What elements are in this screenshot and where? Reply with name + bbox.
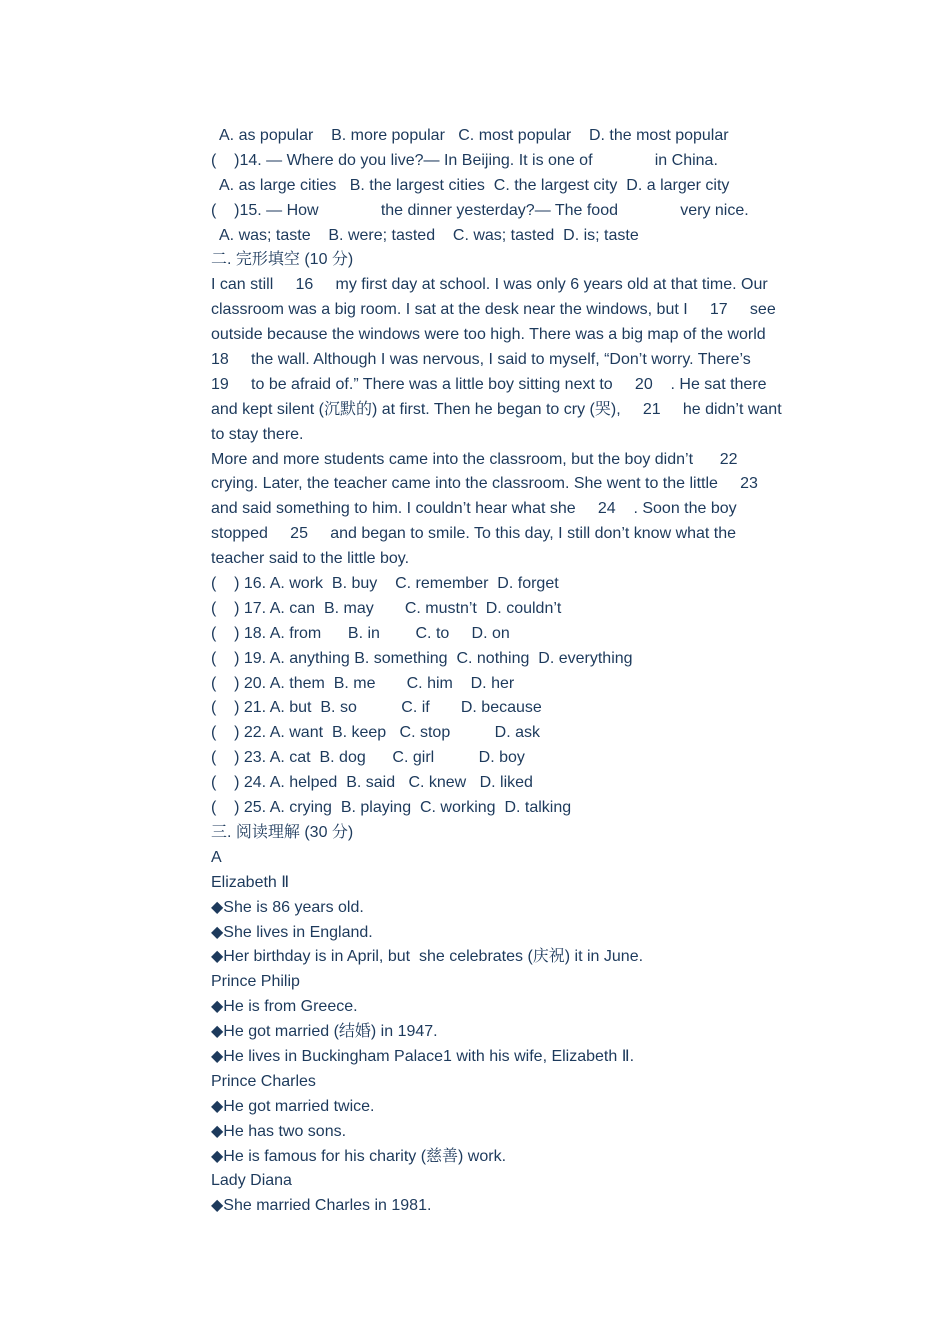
text-line: ( ) 17. A. can B. may C. mustn’t D. couldn’t <box>211 599 562 617</box>
text-line: classroom was a big room. I sat at the desk near the windows, but I 17 see <box>211 301 776 319</box>
text-line: ( ) 21. A. but B. so C. if D. because <box>211 699 542 717</box>
text-line: I can still 16 my first day at school. I was only 6 years old at that time. Our <box>211 276 768 294</box>
text-line: ( ) 23. A. cat B. dog C. girl D. boy <box>211 749 525 767</box>
text-line: ( ) 22. A. want B. keep C. stop D. ask <box>211 724 541 742</box>
text-line: ◆He has two sons. <box>211 1122 347 1140</box>
text-line: ( ) 25. A. crying B. playing C. working D. talking <box>211 799 572 817</box>
text-line: teacher said to the little boy. <box>211 550 410 568</box>
text-line: outside because the windows were too high. There was a big map of the world <box>211 326 766 344</box>
text-line: ◆He is famous for his charity (慈善) work. <box>211 1147 507 1165</box>
text-line: ◆He is from Greece. <box>211 998 358 1016</box>
text-line: Elizabeth Ⅱ <box>211 873 290 891</box>
text-line: ( ) 18. A. from B. in C. to D. on <box>211 624 510 642</box>
text-line: ( )14. — Where do you live?— In Beijing. It is one of in China. <box>211 151 718 169</box>
text-line: ◆He got married twice. <box>211 1097 375 1115</box>
text-line: 19 to be afraid of.” There was a little boy sitting next to 20 . He sat there <box>211 375 767 393</box>
text-line: 三. 阅读理解 (30 分) <box>211 823 354 841</box>
text-line: ◆She is 86 years old. <box>211 898 364 916</box>
document-body <box>211 124 821 1219</box>
text-line: crying. Later, the teacher came into the classroom. She went to the little 23 <box>211 475 758 493</box>
text-line: Lady Diana <box>211 1172 292 1190</box>
text-line: stopped 25 and began to smile. To this day, I still don’t know what the <box>211 525 737 543</box>
text-line: Prince Philip <box>211 973 300 991</box>
text-line: Prince Charles <box>211 1072 316 1090</box>
text-line: ◆She lives in England. <box>211 923 373 941</box>
text-line: and said something to him. I couldn’t hear what she 24 . Soon the boy <box>211 500 737 518</box>
text-line: ◆She married Charles in 1981. <box>211 1197 432 1215</box>
text-line: ◆Her birthday is in April, but she celebrates (庆祝) it in June. <box>211 948 644 966</box>
text-line: 二. 完形填空 (10 分) <box>211 251 354 269</box>
text-line: 18 the wall. Although I was nervous, I said to myself, “Don’t worry. There’s <box>211 351 751 369</box>
text-line: A. as large cities B. the largest cities C. the largest city D. a larger city <box>211 176 730 194</box>
text-line: A <box>211 848 222 866</box>
text-line: More and more students came into the classroom, but the boy didn’t 22 <box>211 450 738 468</box>
text-line: ( ) 20. A. them B. me C. him D. her <box>211 674 515 692</box>
text-line: A. as popular B. more popular C. most popular D. the most popular <box>211 127 729 144</box>
text-line: A. was; taste B. were; tasted C. was; tasted D. is; taste <box>211 226 639 244</box>
text-line: ( ) 19. A. anything B. something C. nothing D. everything <box>211 649 633 667</box>
text-line: ◆He lives in Buckingham Palace1 with his wife, Elizabeth Ⅱ. <box>211 1047 635 1065</box>
text-line: ( ) 24. A. helped B. said C. knew D. liked <box>211 774 533 792</box>
text-line: ◆He got married (结婚) in 1947. <box>211 1023 438 1041</box>
text-line: and kept silent (沉默的) at first. Then he began to cry (哭), 21 he didn’t want <box>211 400 782 418</box>
text-line: ( )15. — How the dinner yesterday?— The food very nice. <box>211 201 749 219</box>
text-line: to stay there. <box>211 425 304 443</box>
text-line: ( ) 16. A. work B. buy C. remember D. forget <box>211 575 559 593</box>
